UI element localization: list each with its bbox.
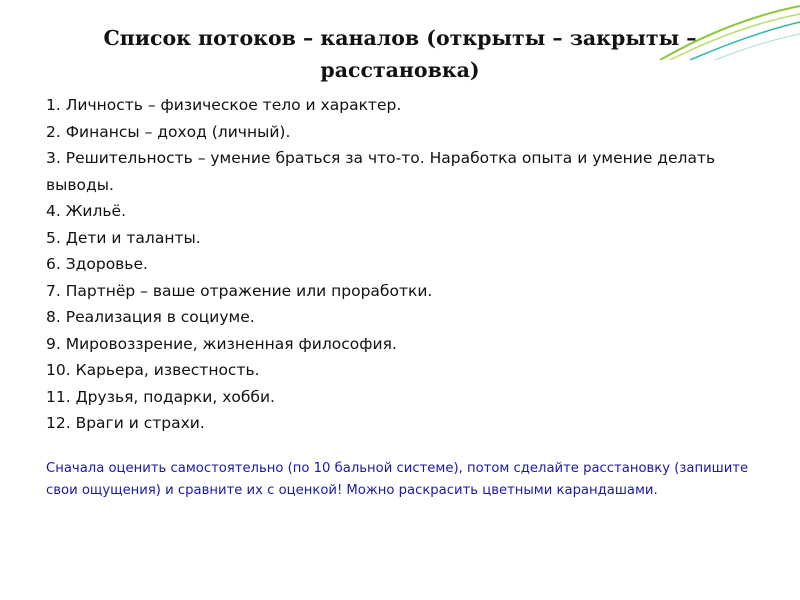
list-item: 2. Финансы – доход (личный). [46, 122, 291, 141]
list-item: 6. Здоровье. [46, 255, 148, 273]
list-item: 7. Партнёр – ваше отражение или проработки. [46, 281, 433, 300]
list-item: 9. Мировоззрение, жизненная философия. [46, 334, 397, 353]
list-item: 1. Личность – физическое тело и характер. [46, 96, 402, 114]
channels-list [46, 92, 746, 437]
list-item: 10. Карьера, известность. [46, 361, 260, 379]
list-item: 8. Реализация в социуме. [46, 308, 255, 326]
list-item: 11. Друзья, подарки, хобби. [46, 387, 275, 406]
slide-title [60, 22, 740, 86]
list-item: 3. Решительность – умение браться за что-то. Наработка опыта и умение делать выводы. [46, 149, 716, 194]
slide-title-line-1: Список потоков – каналов (открыты – закрыты – [103, 26, 697, 50]
list-item: 5. Дети и таланты. [46, 228, 201, 247]
slide-title-line-2: расстановка) [320, 58, 480, 82]
instruction-note: Сначала оценить самостоятельно (по 10 бальной системе), потом сделайте расстановку (запишите свои ощущения) и сравните их с оценкой! Можно раскрасить цветными карандашами. [46, 461, 749, 498]
list-item: 12. Враги и страхи. [46, 414, 205, 432]
list-item: 4. Жильё. [46, 202, 126, 220]
